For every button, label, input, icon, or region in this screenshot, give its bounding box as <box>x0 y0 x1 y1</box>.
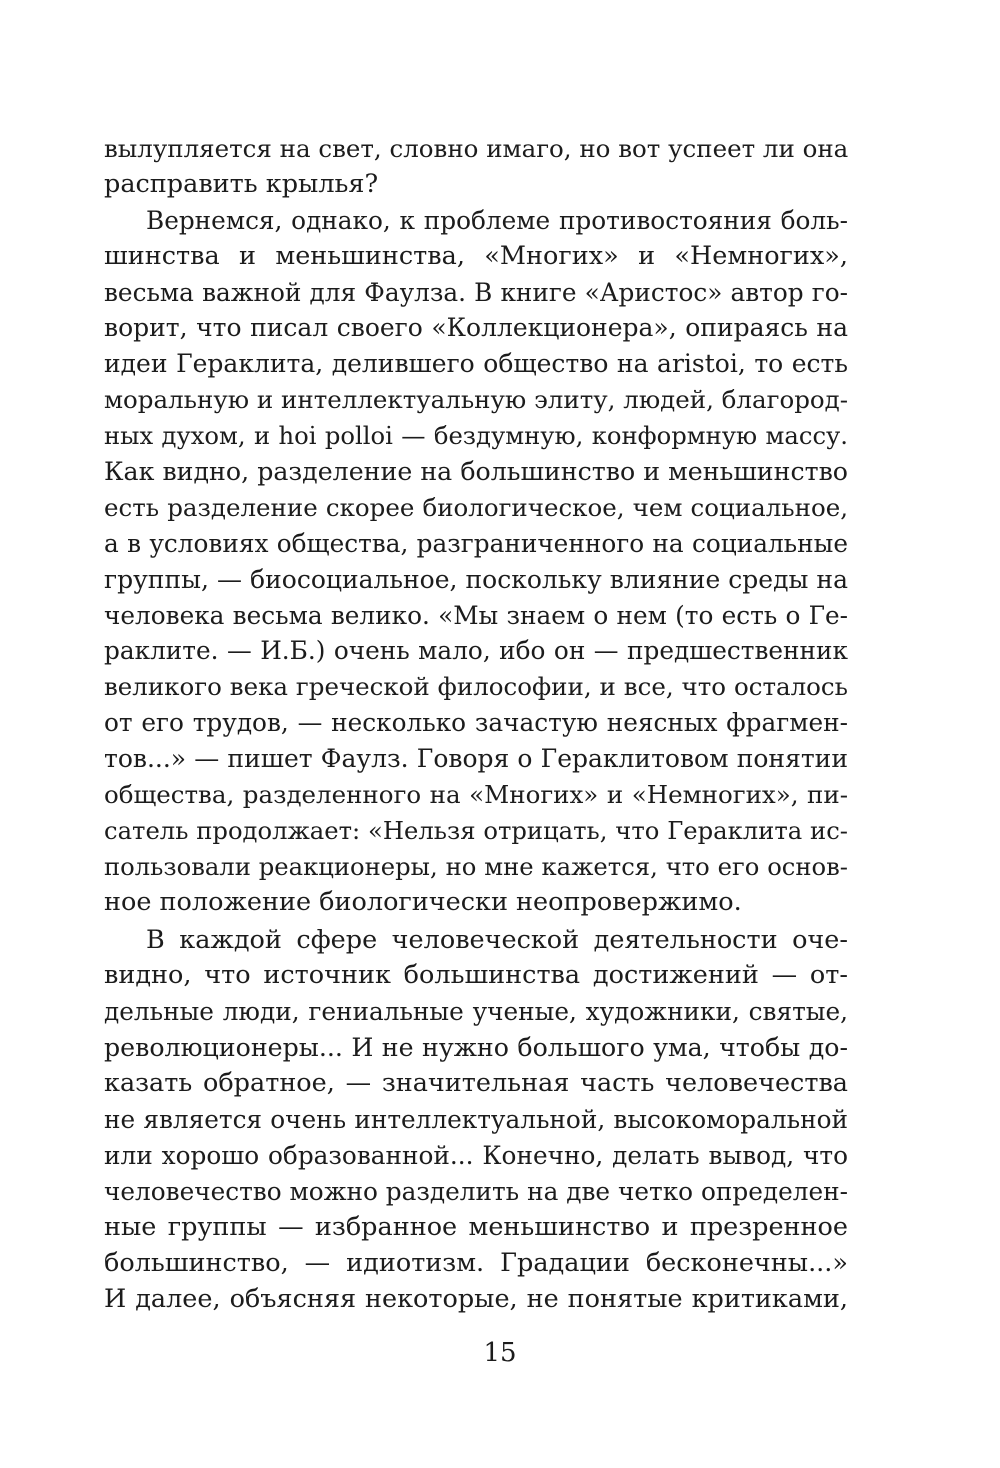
text-line: есть разделение скорее биологическое, чем социальное, <box>104 492 848 522</box>
text-line: или хорошо образованной... Конечно, делать вывод, что <box>104 1140 848 1170</box>
text-line: революционеры... И не нужно большого ума, чтобы до- <box>104 1033 848 1063</box>
text-line: группы, — биосоциальное, поскольку влияние среды на <box>104 564 848 594</box>
text-line: великого века греческой философии, и все, что осталось <box>104 672 848 702</box>
text-line: общества, разделенного на «Многих» и «Немногих», пи- <box>104 780 848 810</box>
text-line: ные группы — избранное меньшинство и презренное <box>104 1211 848 1242</box>
text-line: видно, что источник большинства достижений — от- <box>104 960 848 991</box>
text-line: человечество можно разделить на две четко определен- <box>104 1176 848 1206</box>
text-line: человека весьма велико. «Мы знаем о нем (то есть о Ге- <box>104 600 848 630</box>
text-line: Вернемся, однако, к проблеме противостояния боль- <box>146 205 848 235</box>
text-line: пользовали реакционеры, но мне кажется, что его основ- <box>104 851 848 881</box>
text-line: ворит, что писал своего «Коллекционера», опираясь на <box>104 313 848 343</box>
text-line: большинство, — идиотизм. Градации бесконечны...» <box>104 1247 848 1278</box>
text-line: казать обратное, — значительная часть человечества <box>104 1068 848 1099</box>
text-line: идеи Гераклита, делившего общество на aristoi, то есть <box>104 349 848 379</box>
text-line: ных духом, и hoi polloi — бездумную, конформную массу. <box>104 421 848 451</box>
text-line: моральную и интеллектуальную элиту, людей, благород- <box>104 385 848 415</box>
text-line: не является очень интеллектуальной, высокоморальной <box>104 1105 848 1135</box>
text-line: расправить крылья? <box>104 168 379 199</box>
text-line: вылупляется на свет, словно имаго, но вот успеет ли она <box>104 134 849 163</box>
text-line: сатель продолжает: «Нельзя отрицать, что Гераклита ис- <box>104 815 848 845</box>
text-line: от его трудов, — несколько зачастую неясных фрагмен- <box>104 708 848 738</box>
text-line: И далее, объясняя некоторые, не понятые критиками, <box>104 1283 848 1314</box>
text-line: раклите. — И.Б.) очень мало, ибо он — предшественник <box>104 636 848 666</box>
text-line: дельные люди, гениальные ученые, художники, святые, <box>104 997 848 1027</box>
text-line: весьма важной для Фаулза. В книге «Аристос» автор го- <box>104 277 848 307</box>
text-line: а в условиях общества, разграниченного на социальные <box>104 528 848 558</box>
body-text <box>104 131 848 1317</box>
text-line: тов...» — пишет Фаулз. Говоря о Гераклитовом понятии <box>104 744 848 774</box>
text-line: Как видно, разделение на большинство и меньшинство <box>104 457 848 487</box>
text-line: ное положение биологически неопровержимо. <box>104 886 742 917</box>
text-line: В каждой сфере человеческой деятельности оче- <box>146 924 848 955</box>
page-number: 15 <box>483 1338 517 1368</box>
text-line: шинства и меньшинства, «Многих» и «Немногих», <box>104 240 848 271</box>
